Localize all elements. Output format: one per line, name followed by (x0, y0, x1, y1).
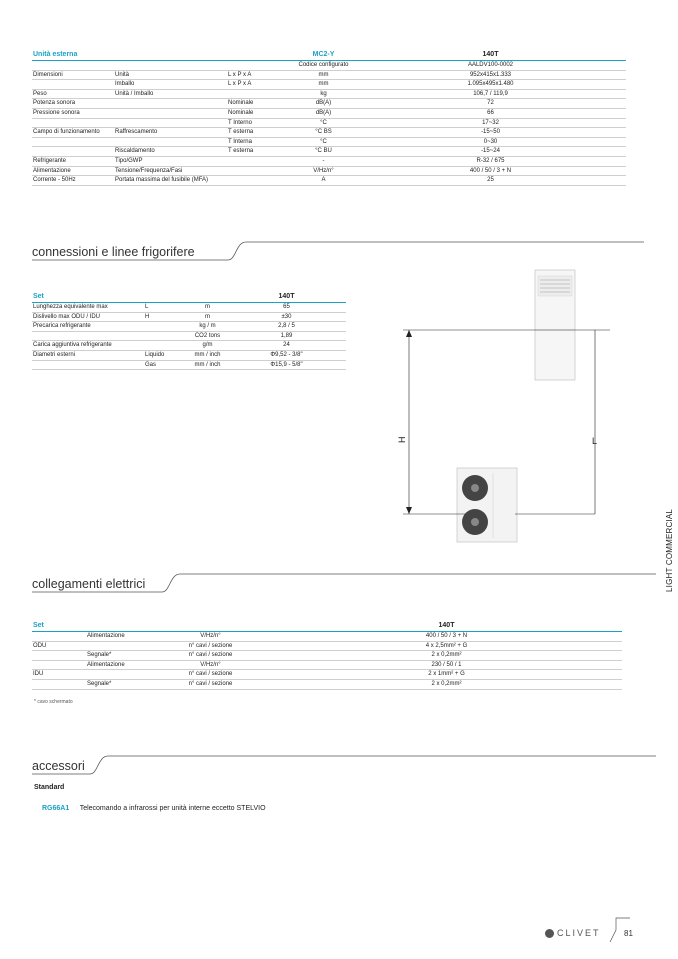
table-row (32, 166, 626, 176)
table-cell: Liquido (144, 350, 188, 360)
table-cell: kg / m (188, 322, 226, 332)
table-cell (227, 176, 292, 186)
section-divider (32, 752, 656, 776)
section-title-collegamenti: collegamenti elettrici (32, 577, 146, 591)
table-cell: 24 (226, 341, 346, 351)
table-cell (32, 651, 86, 661)
table-cell (32, 118, 114, 128)
side-category-label: LIGHT COMMERCIAL (665, 508, 674, 592)
table-cell: Segnale* (86, 651, 150, 661)
table-cell (227, 61, 292, 71)
table-cell: n° cavi / sezione (150, 651, 270, 661)
table-cell (114, 99, 227, 109)
table-cell (32, 80, 114, 90)
table-cell: ±30 (226, 312, 346, 322)
table-cell: Refrigerante (32, 156, 114, 166)
table-cell: kg (292, 89, 354, 99)
table-row (32, 670, 622, 680)
table-cell: 2 x 1mm² + G (270, 670, 622, 680)
table-cell: Unità (114, 70, 227, 80)
table-cell: °C BS (292, 128, 354, 138)
table-row (32, 632, 622, 642)
table-cell (32, 360, 144, 370)
table-cell: Raffrescamento (114, 128, 227, 138)
table-cell (32, 632, 86, 642)
indoor-unit-image (535, 270, 575, 380)
table-cell (227, 166, 292, 176)
table-cell: Dislivello max ODU / IDU (32, 312, 144, 322)
table-cell: A (292, 176, 354, 186)
table-cell: g/m (188, 341, 226, 351)
table-row (32, 660, 622, 670)
table-cell: R-32 / 675 (354, 156, 626, 166)
accessories-standard-label: Standard (34, 784, 65, 791)
section-title-accessori: accessori (32, 759, 85, 773)
table-cell: Unità / Imballo (114, 89, 227, 99)
table-cell: mm / inch (188, 360, 226, 370)
table-header-model: MC2-Y (292, 50, 354, 61)
length-label: L (592, 436, 598, 446)
table-cell: 1,89 (226, 331, 346, 341)
table-cell: 2 x 0,2mm² (270, 679, 622, 689)
table-cell (86, 670, 150, 680)
footnote: * cavo schermato (34, 699, 73, 705)
table-cell: Alimentazione (32, 166, 114, 176)
table-row (32, 360, 346, 370)
brand-logo: CLIVET (545, 928, 601, 938)
table-cell: Lunghezza equivalente max (32, 303, 144, 313)
table-header-140t: 140T (226, 292, 346, 303)
table-cell (144, 322, 188, 332)
table-cell: dB(A) (292, 99, 354, 109)
table-cell: Imballo (114, 80, 227, 90)
table-cell: °C (292, 137, 354, 147)
table-row (32, 651, 622, 661)
table-cell: Φ9,52 - 3/8" (226, 350, 346, 360)
table-cell (32, 137, 114, 147)
table-cell: -15~50 (354, 128, 626, 138)
section-divider (32, 238, 644, 262)
table-cell: T esterna (227, 147, 292, 157)
table-cell (114, 108, 227, 118)
section-divider (32, 570, 656, 594)
table-cell: -15~24 (354, 147, 626, 157)
table-cell: Campo di funzionamento (32, 128, 114, 138)
table-cell: 72 (354, 99, 626, 109)
table-cell: 400 / 50 / 3 + N (270, 632, 622, 642)
table-cell: mm (292, 70, 354, 80)
spec-table-connections (32, 292, 346, 370)
table-cell (227, 89, 292, 99)
table-cell: Nominale (227, 108, 292, 118)
table-cell (114, 118, 227, 128)
section-title-connessioni: connessioni e linee frigorifere (32, 245, 195, 259)
table-cell: CO2 tons (188, 331, 226, 341)
table-cell (114, 61, 227, 71)
table-row (32, 312, 346, 322)
table-row (32, 128, 626, 138)
spec-table-electrical (32, 621, 622, 690)
table-header-set: Set (32, 292, 226, 303)
connections-table-body (32, 303, 346, 370)
table-cell: T Interno (227, 118, 292, 128)
table-cell: Tensione/Frequenza/Fasi (114, 166, 227, 176)
table-cell (32, 660, 86, 670)
table-row (32, 108, 626, 118)
table-cell: Nominale (227, 99, 292, 109)
table-cell: L (144, 303, 188, 313)
table-cell (32, 147, 114, 157)
table-cell: Diametri esterni (32, 350, 144, 360)
page-number: 81 (624, 929, 633, 938)
table-cell: 25 (354, 176, 626, 186)
table-cell: 952x415x1.333 (354, 70, 626, 80)
table-cell: Alimentazione (86, 660, 150, 670)
table-cell (144, 341, 188, 351)
table-cell (144, 331, 188, 341)
table-cell: V/Hz/n° (150, 632, 270, 642)
table-cell: Portata massima del fusibile (MFA) (114, 176, 227, 186)
table-cell (86, 641, 150, 651)
table-cell: 0~30 (354, 137, 626, 147)
table-cell: Potenza sonora (32, 99, 114, 109)
table-cell: ODU (32, 641, 86, 651)
table-cell: 2,8 / 5 (226, 322, 346, 332)
table-cell: m (188, 303, 226, 313)
height-label: H (397, 436, 407, 443)
table-row (32, 70, 626, 80)
table-cell: °C BU (292, 147, 354, 157)
table-cell: Codice configurato (292, 61, 354, 71)
table-cell: AALDV100-0002 (354, 61, 626, 71)
electrical-table-body (32, 632, 622, 690)
table-cell: Peso (32, 89, 114, 99)
table-cell: n° cavi / sezione (150, 679, 270, 689)
table-cell (32, 331, 144, 341)
table-row (32, 176, 626, 186)
table-row (32, 80, 626, 90)
installation-diagram (395, 268, 610, 558)
table-row (32, 61, 626, 71)
table-cell: n° cavi / sezione (150, 641, 270, 651)
table-cell: 106,7 / 119,9 (354, 89, 626, 99)
table-cell: 400 / 50 / 3 + N (354, 166, 626, 176)
table-row (32, 303, 346, 313)
table-row (32, 322, 346, 332)
accessory-code: RG66A1 (42, 805, 70, 812)
spec-table-body (32, 61, 626, 186)
table-cell: Riscaldamento (114, 147, 227, 157)
table-row (32, 137, 626, 147)
outdoor-unit-image (457, 468, 517, 542)
table-cell: Segnale* (86, 679, 150, 689)
table-cell (32, 61, 114, 71)
table-cell: V/Hz/n° (292, 166, 354, 176)
table-header-unit: Unità esterna (32, 50, 292, 61)
table-row (32, 350, 346, 360)
table-cell: T esterna (227, 128, 292, 138)
table-cell: L x P x A (227, 70, 292, 80)
accessory-item (42, 797, 266, 815)
table-cell (227, 156, 292, 166)
table-cell (32, 679, 86, 689)
table-cell: Alimentazione (86, 632, 150, 642)
table-cell: 66 (354, 108, 626, 118)
table-cell: Carica aggiuntiva refrigerante (32, 341, 144, 351)
table-cell: 1.095x495x1.480 (354, 80, 626, 90)
table-cell: mm (292, 80, 354, 90)
table-cell: 17~32 (354, 118, 626, 128)
table-header-140t: 140T (354, 50, 626, 61)
table-cell: V/Hz/n° (150, 660, 270, 670)
table-cell: mm / inch (188, 350, 226, 360)
table-row (32, 89, 626, 99)
table-row (32, 641, 622, 651)
table-cell: Corrente - 50Hz (32, 176, 114, 186)
table-cell: 4 x 2,5mm² + G (270, 641, 622, 651)
table-header-140t: 140T (270, 621, 622, 632)
table-cell: °C (292, 118, 354, 128)
table-cell: Precarica refrigerante (32, 322, 144, 332)
table-cell: T Interna (227, 137, 292, 147)
table-cell: - (292, 156, 354, 166)
table-cell: 2 x 0,2mm² (270, 651, 622, 661)
table-cell: H (144, 312, 188, 322)
table-row (32, 147, 626, 157)
spec-table-outdoor (32, 50, 626, 186)
accessory-description: Telecomando a infrarossi per unità interne eccetto STELVIO (79, 805, 266, 812)
table-cell: 230 / 50 / 1 (270, 660, 622, 670)
table-cell: 65 (226, 303, 346, 313)
table-row (32, 156, 626, 166)
table-cell: Dimensioni (32, 70, 114, 80)
table-row (32, 99, 626, 109)
table-cell: IDU (32, 670, 86, 680)
brand-logo-icon (545, 929, 554, 938)
table-cell (114, 137, 227, 147)
table-cell: Pressione sonora (32, 108, 114, 118)
table-cell: L x P x A (227, 80, 292, 90)
table-row (32, 341, 346, 351)
table-row (32, 679, 622, 689)
table-cell: n° cavi / sezione (150, 670, 270, 680)
table-cell: Φ15,9 - 5/8" (226, 360, 346, 370)
table-cell: m (188, 312, 226, 322)
table-cell: Gas (144, 360, 188, 370)
table-header-set: Set (32, 621, 270, 632)
table-cell: dB(A) (292, 108, 354, 118)
table-cell: Tipo/GWP (114, 156, 227, 166)
table-row (32, 118, 626, 128)
table-row (32, 331, 346, 341)
